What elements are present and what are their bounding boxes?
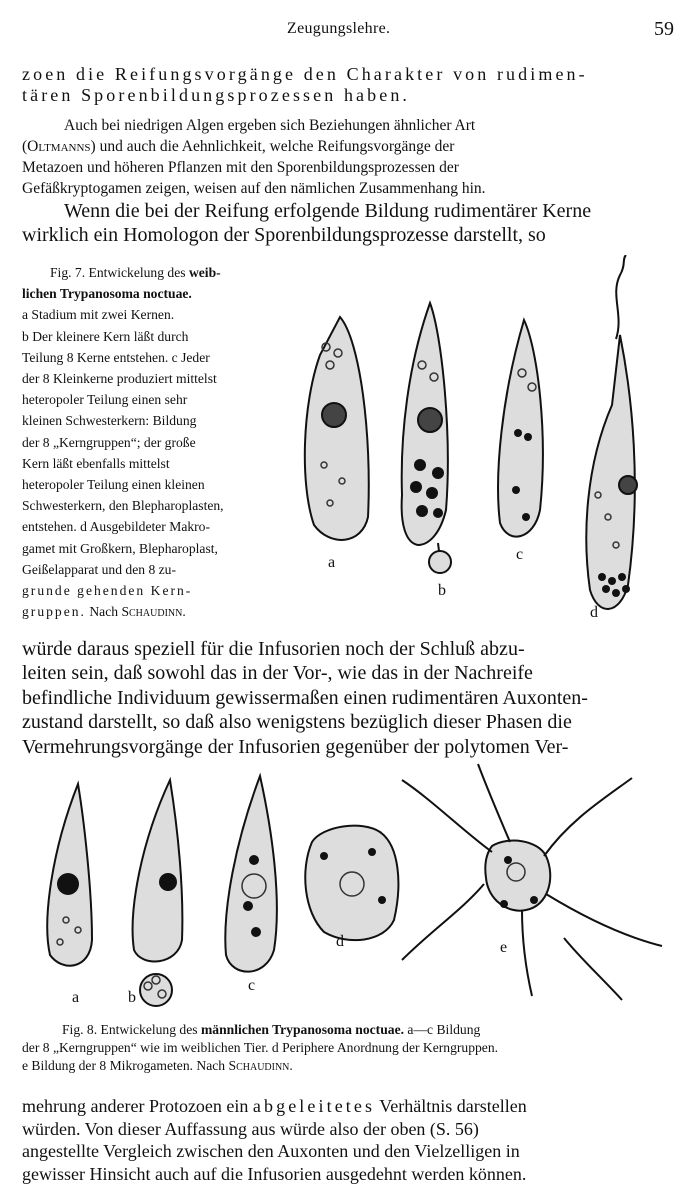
caption-prefix: Fig. 8. Entwickelung des: [62, 1022, 198, 1037]
text-line: heteropoler Teilung einen kleinen: [22, 477, 205, 493]
text-line: b Der kleinere Kern läßt durch: [22, 328, 189, 344]
text-line: gewisser Hinsicht auch auf die Infusorien ausgedehnt werden können.: [22, 1163, 527, 1184]
author-name: Schaudinn.: [228, 1058, 293, 1073]
fig8-label-b: b: [128, 989, 136, 1006]
fig8-label-d: d: [336, 933, 344, 950]
text-line: Metazoen und höheren Pflanzen mit den Sporenbildungsprozessen der: [22, 159, 459, 176]
text-line: befindliche Individuum gewissermaßen einen rudimentären Auxonten-: [22, 686, 588, 709]
running-title: Zeugungslehre.: [287, 20, 391, 37]
paragraph-5: [22, 1095, 678, 1185]
text-fragment: mehrung anderer Protozoen ein: [22, 1096, 249, 1116]
cell-b-body: [133, 780, 183, 961]
caption-bold: männlichen Trypanosoma noctuae.: [200, 1022, 405, 1037]
text-fragment: ) und auch die Aehnlichkeit, welche Reifungsvorgänge der: [90, 138, 455, 155]
author-name: Oltmanns: [27, 138, 91, 155]
nucleus: [418, 408, 442, 432]
caption-line: der 8 „Kerngruppen“ wie im weiblichen Tier. d Periphere Anordnung der Kerngruppen.: [22, 1040, 499, 1055]
caption-text: Nach: [89, 604, 119, 620]
fig7-label-c: c: [516, 546, 524, 563]
text-line: zustand darstellt, so daß also wenigstens bezüglich dieser Phasen die: [22, 711, 572, 734]
fig7-caption: [22, 262, 276, 622]
text-line: Vermehrungsvorgänge der Infusorien gegenüber der polytomen Ver-: [22, 735, 569, 758]
text-line: angestellte Vergleich zwischen den Auxonten und den Vielzelligen in: [22, 1141, 520, 1161]
text-line: Kern läßt ebenfalls mittelst: [22, 455, 170, 471]
text-line: würde daraus speziell für die Infusorien noch der Schluß abzu-: [22, 638, 525, 660]
cell-d-flagellum: [616, 255, 626, 339]
caption-text: e Bildung der 8 Mikrogameten. Nach: [22, 1058, 226, 1073]
nucleus: [619, 476, 637, 494]
caption-line: [22, 1057, 678, 1075]
text-fragment: Verhältnis darstellen: [379, 1096, 527, 1116]
text-line: kleinen Schwesterkern: Bildung: [22, 413, 197, 429]
cell-a-body: [305, 317, 369, 540]
paragraph-3: [22, 199, 678, 248]
fig7-label-a: a: [328, 554, 336, 571]
caption-line: [22, 1021, 678, 1039]
text-line: der 8 „Kerngruppen“; der große: [22, 434, 196, 450]
text-line: [22, 1095, 678, 1118]
cell-c-body: [498, 320, 543, 537]
page-number: 59: [654, 18, 674, 40]
fig8-illustration: [22, 760, 678, 1010]
text-line: würden. Von dieser Auffassung aus würde also der oben (S. 56): [22, 1118, 479, 1139]
text-line: entstehen. d Ausgebildeter Makro-: [22, 519, 210, 535]
cell-b-bud: [140, 974, 172, 1006]
text-line: Auch bei niedrigen Algen ergeben sich Beziehungen ähnlicher Art: [64, 117, 476, 134]
fig7-label-d: d: [590, 604, 598, 621]
author-name: Schaudinn.: [121, 604, 186, 620]
fig7-illustration: [290, 255, 690, 625]
cell-b-bud: [429, 551, 451, 573]
cell-d-body: [305, 826, 398, 941]
text-line: Teilung 8 Kerne entstehen. c Jeder: [22, 349, 210, 365]
caption-spaced: gruppen.: [22, 604, 86, 620]
text-line: tären Sporenbildungsprozessen haben.: [22, 85, 411, 105]
text-line: zoen die Reifungsvorgänge den Charakter von rudimen-: [22, 64, 588, 84]
paragraph-2: [22, 115, 678, 199]
caption-title: [22, 262, 276, 283]
paragraph-4: [22, 637, 678, 759]
text-line: Geißelapparat und den 8 zu-: [22, 561, 176, 577]
text-line: Wenn die bei der Reifung erfolgende Bildung rudimentärer Kerne: [64, 200, 592, 222]
text-line: heteropoler Teilung einen sehr: [22, 392, 188, 408]
caption-bold-line: lichen Trypanosoma noctuae.: [22, 286, 192, 302]
cell-e-body: [485, 841, 550, 911]
text-line: leiten sein, daß sowohl das in der Vor-, wie das in der Nachreife: [22, 662, 533, 685]
fig7-label-b: b: [438, 582, 446, 599]
fig8-label-a: a: [72, 989, 80, 1006]
text-line: a Stadium mit zwei Kernen.: [22, 307, 175, 323]
fig8-label-c: c: [248, 977, 256, 994]
caption-prefix: Fig. 7. Entwickelung des: [50, 265, 186, 280]
fig8-label-e: e: [500, 939, 508, 956]
cell-d-body: [586, 335, 635, 609]
caption-bold: weib-: [188, 265, 221, 280]
fig8-caption: [22, 1021, 678, 1075]
text-line: wirklich ein Homologon der Sporenbildungsprozesse darstellt, so: [22, 224, 546, 247]
text-line: Gefäßkryptogamen zeigen, weisen auf den nämlichen Zusammenhang hin.: [22, 180, 486, 197]
text-line: grunde gehenden Kern-: [22, 583, 193, 599]
text-line: gamet mit Großkern, Blepharoplast,: [22, 540, 218, 556]
spaced-text: abgeleitetes: [252, 1096, 376, 1116]
caption-text: a—c Bildung: [407, 1022, 481, 1037]
nucleus: [322, 403, 346, 427]
text-line: der 8 Kleinkerne produziert mittelst: [22, 371, 217, 387]
running-header: [0, 18, 699, 44]
paragraph-1: [22, 64, 678, 106]
text-line: (Oltmanns) und auch die Aehnlichkeit, welche Reifungsvorgänge der: [22, 138, 455, 155]
text-line: Schwesterkern, den Blepharoplasten,: [22, 498, 224, 514]
text-line: [22, 601, 276, 622]
